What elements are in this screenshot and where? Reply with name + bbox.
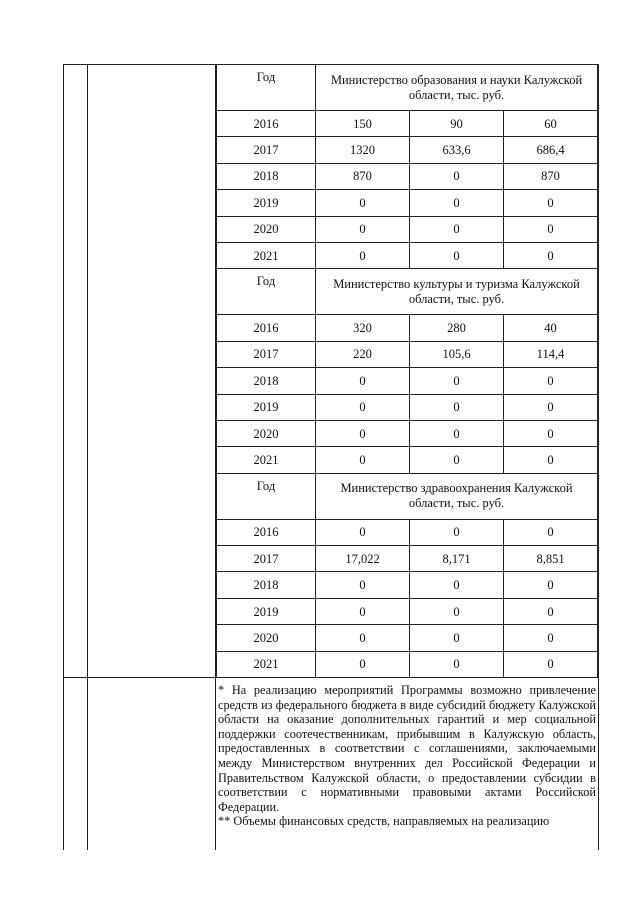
year-cell: 2016 [217,111,316,137]
federal-share-cell: 633,6 [410,137,504,163]
total-cell: 0 [316,625,410,651]
financing-table [216,64,598,678]
total-cell: 17,022 [316,546,410,572]
year-cell: 2019 [217,394,316,420]
table-row [217,546,598,572]
federal-share-cell: 0 [410,190,504,216]
frame-right-border [598,64,599,850]
regional-share-cell: 0 [504,420,598,446]
table-row [217,572,598,598]
federal-share-cell: 0 [410,519,504,545]
year-column-header: Год [217,65,316,111]
regional-share-cell: 0 [504,572,598,598]
total-cell: 0 [316,572,410,598]
year-cell: 2021 [217,651,316,677]
regional-share-cell: 0 [504,447,598,473]
federal-share-cell: 0 [410,625,504,651]
year-cell: 2016 [217,315,316,341]
year-cell: 2018 [217,572,316,598]
federal-share-cell: 0 [410,651,504,677]
federal-share-cell: 90 [410,111,504,137]
federal-share-cell: 0 [410,163,504,189]
total-cell: 0 [316,651,410,677]
table-row [217,519,598,545]
regional-share-cell: 0 [504,598,598,624]
ministry-header: Министерство образования и науки Калужской области, тыс. руб. [316,65,598,111]
federal-share-cell: 0 [410,216,504,242]
footnote-funding-volumes: ** Объемы финансовых средств, направляемых на реализацию [218,814,550,829]
year-cell: 2017 [217,546,316,572]
total-cell: 0 [316,447,410,473]
year-cell: 2020 [217,420,316,446]
year-cell: 2018 [217,368,316,394]
total-cell: 0 [316,394,410,420]
section-header-row [217,65,598,111]
table-row [217,651,598,677]
year-cell: 2020 [217,216,316,242]
regional-share-cell: 0 [504,394,598,420]
federal-share-cell: 0 [410,447,504,473]
table-row [217,598,598,624]
regional-share-cell: 0 [504,368,598,394]
regional-share-cell: 0 [504,651,598,677]
total-cell: 150 [316,111,410,137]
total-cell: 870 [316,163,410,189]
year-cell: 2017 [217,341,316,367]
regional-share-cell: 60 [504,111,598,137]
total-cell: 0 [316,519,410,545]
total-cell: 0 [316,242,410,268]
regional-share-cell: 0 [504,519,598,545]
year-cell: 2021 [217,242,316,268]
table-row [217,111,598,137]
federal-share-cell: 0 [410,598,504,624]
federal-share-cell: 105,6 [410,341,504,367]
regional-share-cell: 686,4 [504,137,598,163]
total-cell: 1320 [316,137,410,163]
year-cell: 2020 [217,625,316,651]
total-cell: 0 [316,190,410,216]
table-row [217,447,598,473]
federal-share-cell: 0 [410,242,504,268]
total-cell: 220 [316,341,410,367]
footnote-federal-subsidy: * На реализацию мероприятий Программы возможно привлечение средств из федерального бюджета в виде субсидий бюджету Калужской области на оказание дополнительных гарантий и мер социальной поддержки соотечественникам, прибывшим в Калужскую область, предоставленных в соответствии с соглашениями, заключаемыми между Министерством внутренних дел Российской Федерации и Правительством Калужской области, о предоставлении субсидии в соответствии с нормативными правовыми актами Российской Федерации. [218,683,596,814]
regional-share-cell: 0 [504,242,598,268]
table-row [217,394,598,420]
federal-share-cell: 0 [410,394,504,420]
table-row [217,315,598,341]
federal-share-cell: 280 [410,315,504,341]
federal-share-cell: 0 [410,420,504,446]
table-row [217,137,598,163]
ministry-header: Министерство здравоохранения Калужской области, тыс. руб. [316,473,598,519]
total-cell: 0 [316,368,410,394]
frame-left-border [63,64,64,850]
regional-share-cell: 40 [504,315,598,341]
year-cell: 2019 [217,190,316,216]
regional-share-cell: 8,851 [504,546,598,572]
year-cell: 2021 [217,447,316,473]
total-cell: 320 [316,315,410,341]
federal-share-cell: 0 [410,572,504,598]
regional-share-cell: 0 [504,190,598,216]
year-column-header: Год [217,473,316,519]
section-header-row [217,269,598,315]
year-cell: 2016 [217,519,316,545]
regional-share-cell: 0 [504,216,598,242]
year-column-header: Год [217,269,316,315]
year-cell: 2017 [217,137,316,163]
total-cell: 0 [316,216,410,242]
table-row [217,190,598,216]
federal-share-cell: 0 [410,368,504,394]
regional-share-cell: 870 [504,163,598,189]
regional-share-cell: 0 [504,625,598,651]
frame-column-divider [87,64,88,850]
table-row [217,242,598,268]
table-row [217,163,598,189]
footnotes [218,683,596,829]
table-row [217,368,598,394]
table-row [217,625,598,651]
table-row [217,420,598,446]
total-cell: 0 [316,420,410,446]
total-cell: 0 [316,598,410,624]
table-row [217,216,598,242]
section-header-row [217,473,598,519]
table-row [217,341,598,367]
federal-share-cell: 8,171 [410,546,504,572]
year-cell: 2019 [217,598,316,624]
ministry-header: Министерство культуры и туризма Калужской области, тыс. руб. [316,269,598,315]
regional-share-cell: 114,4 [504,341,598,367]
year-cell: 2018 [217,163,316,189]
